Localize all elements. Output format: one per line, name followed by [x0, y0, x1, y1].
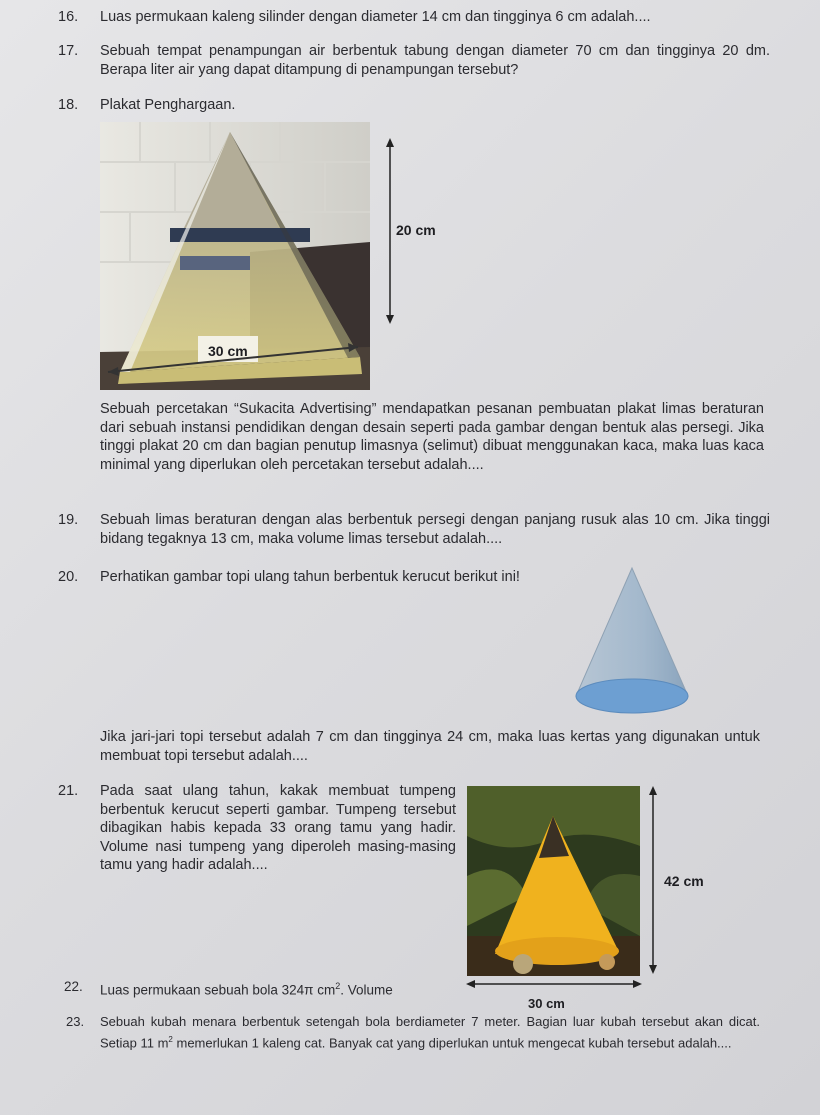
question-text: Jika jari-jari topi tersebut adalah 7 cm dan tingginya 24 cm, maka luas kertas yang digunakan untuk membuat topi tersebut adalah....: [100, 729, 760, 764]
question-text: Sebuah limas beraturan dengan alas berbentuk persegi dengan panjang rusuk alas 10 cm. Jika tinggi bidang tegaknya 13 cm, maka volume limas tersebut adalah....: [100, 512, 770, 547]
question-number: 18.: [58, 97, 79, 113]
tumpeng-height-label: 42 cm: [664, 873, 704, 889]
question-text: Luas permukaan kaleng silinder dengan diameter 14 cm dan tingginya 6 cm adalah....: [100, 9, 651, 25]
question-title: Plakat Penghargaan.: [100, 97, 236, 113]
height-label: 20 cm: [396, 222, 436, 238]
question-number: 22.: [64, 979, 83, 994]
question-text: Sebuah percetakan “Sukacita Advertising” mendapatkan pesanan pembuatan plakat limas beraturan dari sebuah instansi pendidikan dengan desain seperti pada gambar dengan bentuk alas persegi. Jika tinggi plakat 20 cm dan bagian penutup limasnya (selimut) dibuat menggunakan kaca, maka luas kaca minimal yang diperlukan oleh percetakan tersebut adalah....: [100, 401, 764, 473]
question-number: 19.: [58, 512, 79, 528]
question-number: 17.: [58, 43, 79, 59]
superscript: 2: [168, 1034, 173, 1044]
question-number: 20.: [58, 569, 79, 585]
question-number: 23.: [66, 1014, 85, 1029]
question-text-part: Sebuah kubah menara berbentuk setengah bola berdiameter 7 meter. Bagian luar kubah tersebut akan dicat. Setiap 11 m: [100, 1014, 760, 1050]
question-text: [100, 1013, 760, 1051]
question-text: Pada saat ulang tahun, kakak membuat tumpeng berbentuk kerucut seperti gambar. Tumpeng tersebut dibagikan habis kepada 33 orang tamu yang hadir. Volume nasi tumpeng yang diperoleh masing-masing tamu yang hadir adalah....: [100, 783, 456, 873]
question-text: Sebuah tempat penampungan air berbentuk tabung dengan diameter 70 cm dan tingginya 20 dm. Berapa liter air yang dapat ditampung di penampungan tersebut?: [100, 43, 770, 78]
cone-hat-image: [572, 566, 696, 718]
tumpeng-image: [467, 786, 640, 976]
tumpeng-width-label: 30 cm: [528, 996, 565, 1011]
question-text: [100, 977, 500, 1000]
question-text-part: Luas permukaan sebuah bola 324π cm: [100, 982, 336, 998]
tumpeng-height-arrow: [646, 786, 660, 974]
question-number: 21.: [58, 783, 79, 799]
question-intro: Perhatikan gambar topi ulang tahun berbentuk kerucut berikut ini!: [100, 569, 520, 585]
superscript: 2: [335, 981, 341, 991]
question-number: 16.: [58, 9, 79, 25]
question-text-part: memerlukan 1 kaleng cat. Banyak cat yang diperlukan untuk mengecat kubah tersebut adalah....: [172, 1034, 732, 1050]
question-text-part: . Volume: [340, 982, 393, 998]
width-label: 30 cm: [208, 343, 248, 359]
